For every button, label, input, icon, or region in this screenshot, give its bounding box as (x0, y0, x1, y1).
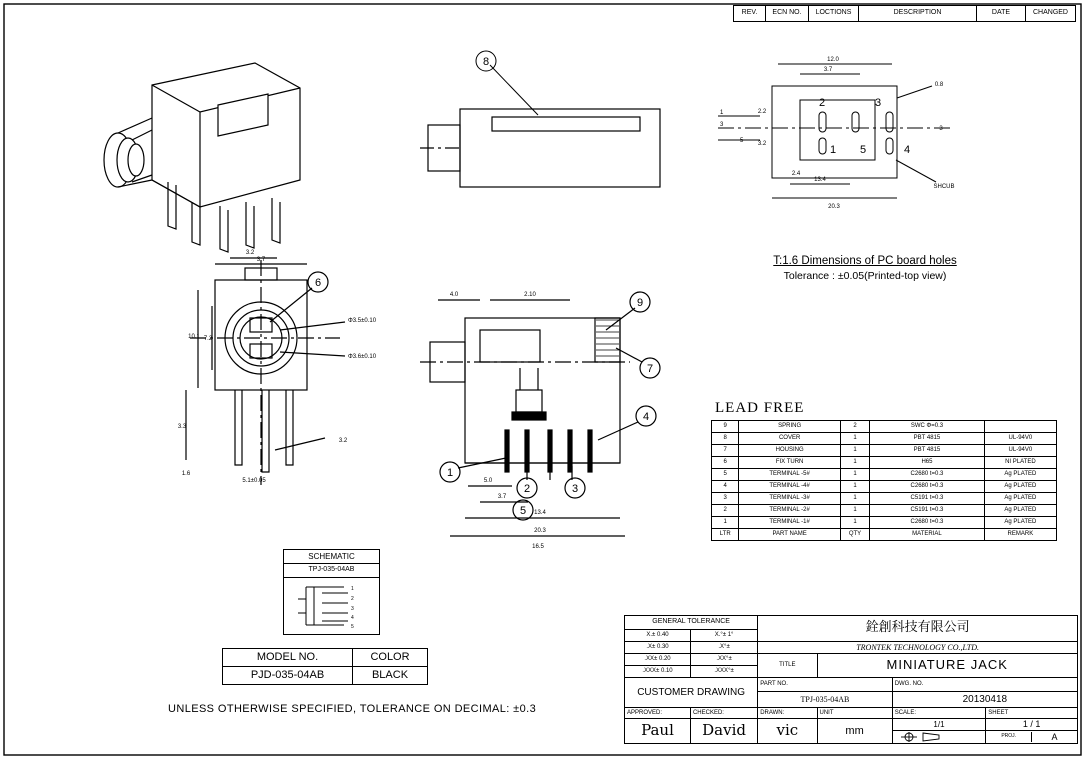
model-value-no: PJD-035-04AB (223, 667, 353, 685)
bom-cell-ltr: 7 (712, 445, 739, 457)
section-dim-5-0: 5.0 (483, 478, 493, 484)
balloon-1: 1 (446, 467, 454, 479)
title-value: MINIATURE JACK (817, 654, 1078, 678)
schematic-pin-4: 4 (351, 615, 354, 621)
lead-free-title: LEAD FREE (715, 400, 805, 416)
bom-cell-qty: 1 (840, 469, 869, 481)
bom-cell-ltr: 8 (712, 433, 739, 445)
bom-row (712, 421, 1057, 433)
bom-cell-part: TERMINAL -5# (739, 469, 840, 481)
pcb-dim-13-4: 13.4 (814, 177, 826, 183)
pcb-dim-2-4: 2.4 (791, 171, 801, 177)
front-hole-note-2: Φ3.6±0.10 (347, 354, 377, 360)
schematic-part: TPJ-035-04AB (284, 564, 380, 578)
bom-header-row (712, 529, 1057, 541)
model-value-color: BLACK (353, 667, 428, 685)
bom-row (712, 481, 1057, 493)
scale-label: SCALE: (892, 708, 986, 719)
model-table (222, 648, 428, 685)
model-header-color: COLOR (353, 649, 428, 667)
bom-cell-material: PBT 4815 (870, 433, 985, 445)
bom-cell-qty: 1 (840, 493, 869, 505)
top-view (420, 55, 680, 235)
section-dim-2-10: 2.10 (524, 292, 536, 298)
bom-cell-material: C2680 t=0.3 (870, 469, 985, 481)
front-view (90, 250, 380, 520)
balloon-5: 5 (519, 505, 527, 517)
bom-cell-remark: Ag PLATED (984, 505, 1056, 517)
bom-cell-part: FIX TURN (739, 457, 840, 469)
bom-cell-qty: 1 (840, 445, 869, 457)
checked-value: David (690, 719, 757, 744)
rev-header-rev: REV. (734, 6, 766, 22)
schematic-pin-5: 5 (351, 624, 354, 630)
pcb-label-shcub: SHCUB (933, 184, 955, 190)
section-dim-13-4: 13.4 (534, 510, 546, 516)
pcb-leftpin-3: 3 (720, 122, 724, 128)
company-name-cn: 銓創科技有限公司 (865, 620, 970, 636)
tol-x-left: X.± 0.40 (625, 630, 691, 642)
balloon-4: 4 (642, 411, 650, 423)
front-dim-1-6: 1.6 (181, 471, 191, 477)
bom-cell-material: C2680 t=0.3 (870, 481, 985, 493)
isometric-view (40, 30, 320, 250)
bom-cell-remark (984, 421, 1056, 433)
balloon-8: 8 (482, 56, 490, 68)
pcb-leftpin-1: 1 (720, 110, 724, 116)
pcb-dim-12-0: 12.0 (827, 57, 839, 63)
pcb-leftpin-5: 5 (740, 138, 744, 144)
rev-header-ecn: ECN NO. (766, 6, 809, 22)
schematic-pin-1: 1 (351, 586, 354, 592)
proj-label: PROJ. (1001, 733, 1017, 740)
pcb-dim-20-3: 20.3 (828, 204, 840, 210)
section-dim-16-5: 16.5 (532, 544, 544, 550)
bom-row (712, 433, 1057, 445)
bom-cell-remark: UL-94V0 (984, 433, 1056, 445)
title-block (624, 615, 1078, 744)
bom-cell-material: PBT 4815 (870, 445, 985, 457)
tol-xx-right: .X°± (690, 642, 757, 654)
front-dim-10-1: 10.1 (188, 334, 200, 340)
bom-cell-ltr: 1 (712, 517, 739, 529)
company-name-en: TRONTEK TECHNOLOGY CO.,LTD. (758, 642, 1078, 654)
bom-header-0: LTR (712, 529, 739, 541)
tol-xxxx-left: .XXX± 0.10 (625, 666, 691, 678)
bom-cell-remark: Ag PLATED (984, 481, 1056, 493)
tol-xxx-left: .XX± 0.20 (625, 654, 691, 666)
tol-xxx-right: .XX°± (690, 654, 757, 666)
pcb-note (740, 255, 990, 282)
bom-row (712, 505, 1057, 517)
sheet-label: SHEET (986, 708, 1078, 719)
bom-cell-material: C2680 t=0.3 (870, 517, 985, 529)
pcb-pin-4: 4 (903, 144, 911, 156)
pcb-note-line2: Tolerance : ±0.05(Printed-top view) (783, 270, 947, 282)
bom-table (711, 420, 1057, 541)
schematic-pin-3: 3 (351, 606, 354, 612)
pcb-pin-2: 2 (818, 97, 826, 109)
pcb-dim-3-2: 3.2 (757, 141, 767, 147)
bom-cell-ltr: 4 (712, 481, 739, 493)
section-view (420, 290, 720, 590)
part-no-value: TPJ-035-04AB (758, 692, 892, 708)
bom-header-2: QTY (840, 529, 869, 541)
part-no-label: PART NO. (758, 678, 892, 692)
approved-label: APPROVED: (625, 708, 691, 719)
schematic-title: SCHEMATIC (284, 550, 380, 564)
bom-cell-qty: 1 (840, 481, 869, 493)
bom-cell-part: TERMINAL -1# (739, 517, 840, 529)
bom-cell-part: TERMINAL -3# (739, 493, 840, 505)
bom-cell-qty: 1 (840, 517, 869, 529)
checked-label: CHECKED: (690, 708, 757, 719)
bom-header-3: MATERIAL (870, 529, 985, 541)
bom-cell-qty: 1 (840, 433, 869, 445)
bom-cell-ltr: 9 (712, 421, 739, 433)
bom-cell-qty: 2 (840, 421, 869, 433)
pcb-label-08: 0.8 (934, 82, 944, 88)
bom-cell-ltr: 5 (712, 469, 739, 481)
bom-cell-qty: 1 (840, 505, 869, 517)
front-hole-note-1: Φ3.5±0.10 (347, 318, 377, 324)
bom-cell-material: C5191 t=0.3 (870, 505, 985, 517)
bom-row (712, 445, 1057, 457)
front-dim-3-3: 3.3 (177, 424, 187, 430)
bom-cell-part: TERMINAL -4# (739, 481, 840, 493)
bom-row (712, 493, 1057, 505)
rev-value: A (1032, 732, 1077, 742)
section-dim-3-7: 3.7 (497, 494, 507, 500)
bom-cell-part: SPRING (739, 421, 840, 433)
balloon-6: 6 (314, 277, 322, 289)
approved-value: Paul (625, 719, 691, 744)
drawn-label: DRAWN: (758, 708, 817, 719)
general-tolerance-header: GENERAL TOLERANCE (625, 616, 758, 630)
balloon-7: 7 (646, 363, 654, 375)
tol-xxxx-right: .XXX°± (690, 666, 757, 678)
front-dim-7-2: 7.2 (203, 336, 213, 342)
rev-header-date: DATE (977, 6, 1026, 22)
rev-header-desc: DESCRIPTION (859, 6, 977, 22)
bom-cell-part: COVER (739, 433, 840, 445)
bom-row (712, 517, 1057, 529)
bom-cell-material: H65 (870, 457, 985, 469)
unit-value: mm (817, 719, 892, 744)
front-dim-5-1: 5.1±0.05 (242, 478, 266, 484)
rev-header-changed: CHANGED (1026, 6, 1076, 22)
pcb-dim-3-7: 3.7 (823, 67, 833, 73)
pcb-note-line1: T:1.6 Dimensions of PC board holes (773, 255, 957, 267)
tol-xx-left: .X± 0.30 (625, 642, 691, 654)
bom-cell-remark: Ag PLATED (984, 517, 1056, 529)
schematic-pin-2: 2 (351, 596, 354, 602)
customer-drawing-label: CUSTOMER DRAWING (625, 678, 758, 708)
bom-header-4: REMARK (984, 529, 1056, 541)
pcb-pin-3: 3 (874, 97, 882, 109)
dwg-no-label: DWG. NO. (892, 678, 1077, 692)
bom-cell-ltr: 3 (712, 493, 739, 505)
projection-symbol-icon (893, 731, 951, 743)
bom-header-1: PART NAME (739, 529, 840, 541)
bom-row (712, 457, 1057, 469)
pcb-label-3: 3 (939, 126, 943, 132)
bom-cell-ltr: 2 (712, 505, 739, 517)
schematic-symbol (284, 579, 379, 633)
drawn-value: vic (758, 719, 817, 744)
revision-table (733, 5, 1076, 22)
pcb-pin-5: 5 (859, 144, 867, 156)
bom-row (712, 469, 1057, 481)
bom-cell-material: SWC Φ=0.3 (870, 421, 985, 433)
bom-cell-qty: 1 (840, 457, 869, 469)
section-dim-20-3: 20.3 (534, 528, 546, 534)
model-header-no: MODEL NO. (223, 649, 353, 667)
pcb-pin-1: 1 (829, 144, 837, 156)
bom-cell-ltr: 6 (712, 457, 739, 469)
front-dim-3-2: 3.2 (245, 250, 255, 256)
pcb-dim-2-2: 2.2 (757, 109, 767, 115)
bom-cell-remark: NI PLATED (984, 457, 1056, 469)
front-dim-3-7: 3.7 (256, 257, 266, 263)
bom-cell-remark: UL-94V0 (984, 445, 1056, 457)
balloon-2: 2 (523, 483, 531, 495)
bom-cell-part: HOUSING (739, 445, 840, 457)
dwg-no-value: 20130418 (892, 692, 1077, 708)
bom-cell-remark: Ag PLATED (984, 493, 1056, 505)
front-dim-3-2b: 3.2 (338, 438, 348, 444)
tolerance-note: UNLESS OTHERWISE SPECIFIED, TOLERANCE ON DECIMAL: ±0.3 (168, 703, 537, 715)
pcb-hole-pattern (700, 50, 1060, 250)
scale-value: 1/1 (893, 719, 986, 731)
unit-label: UNIT (817, 708, 892, 719)
title-label: TITLE (758, 654, 817, 678)
bom-cell-remark: Ag PLATED (984, 469, 1056, 481)
balloon-9: 9 (636, 297, 644, 309)
tol-x-right: X.°± 1° (690, 630, 757, 642)
rev-header-loc: LOCTIONS (809, 6, 859, 22)
schematic-box (283, 549, 380, 635)
sheet-value: 1 / 1 (986, 719, 1077, 731)
section-dim-4-0: 4.0 (449, 292, 459, 298)
balloon-3: 3 (571, 483, 579, 495)
bom-cell-material: C5191 t=0.3 (870, 493, 985, 505)
bom-cell-part: TERMINAL -2# (739, 505, 840, 517)
